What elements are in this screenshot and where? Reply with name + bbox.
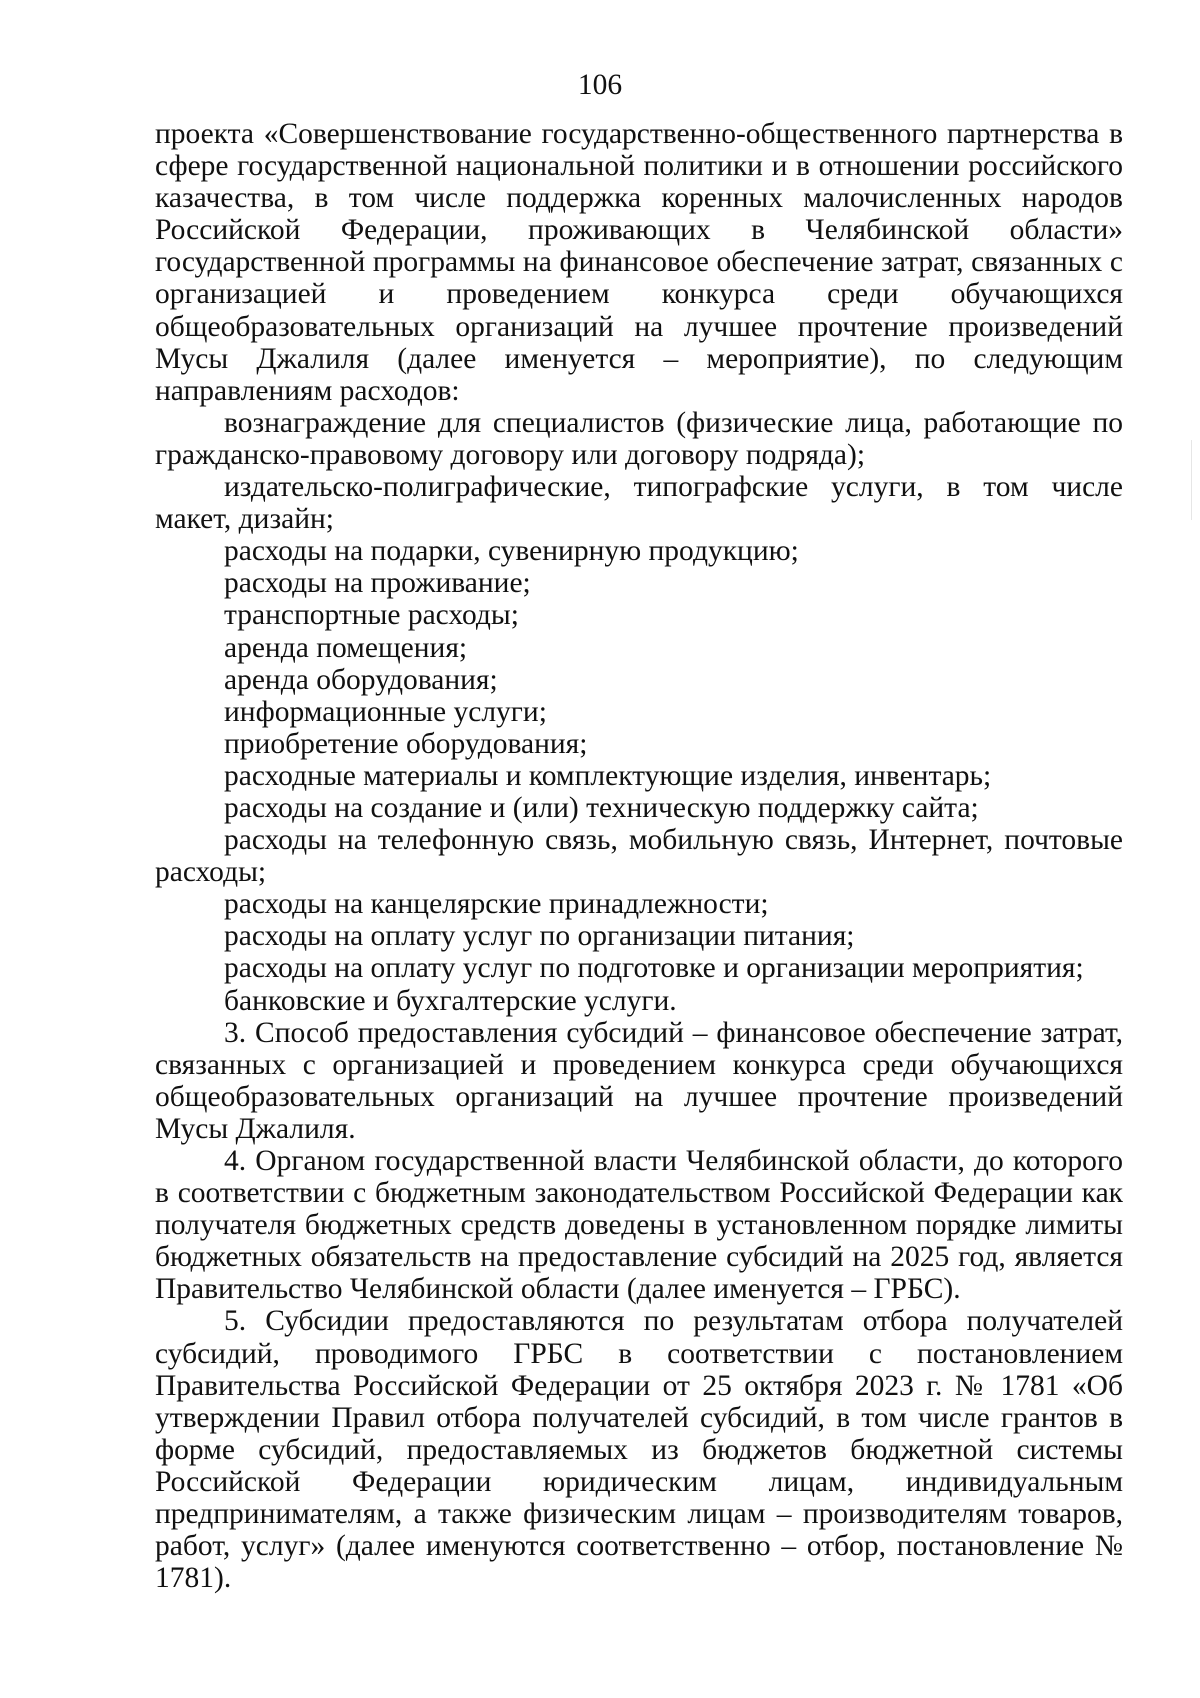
expense-item: вознаграждение для специалистов (физические лица, работающие по гражданско-правовому договору или договору подряда); — [155, 406, 1123, 471]
expense-item: расходы на телефонную связь, мобильную связь, Интернет, почтовые расходы; — [155, 824, 1123, 889]
expense-item: расходы на подарки, сувенирную продукцию; — [224, 535, 799, 568]
scan-edge-mark — [1191, 440, 1192, 520]
intro-paragraph: проекта «Совершенствование государственно-общественного партнерства в сфере государственной национальной политики и в отношении российского казачества, в том числе поддержка коренных малочисленных народов Российской Федерации, проживающих в Челябинской области» государственной программы на финансовое обеспечение затрат, связанных с организацией и проведением конкурса среди обучающихся общеобразовательных организаций на лучшее прочтение произведений Мусы Джалиля (далее именуется – мероприятие), по следующим направлениям расходов: — [155, 118, 1123, 407]
paragraph-5: 5. Субсидии предоставляются по результатам отбора получателей субсидий, проводимого ГРБС в соответствии с постановлением Правительства Российской Федерации от 25 октября 2023 г. № 1781 «Об утверждении Правил отбора получателей субсидий, в том числе грантов в форме субсидий, предоставляемых из бюджетов бюджетной системы Российской Федерации юридическим лицам, индивидуальным предпринимателям, а также физическим лицам – производителям товаров, работ, услуг» (далее именуются соответственно – отбор, постановление № 1781). — [155, 1305, 1123, 1595]
expense-item: издательско-полиграфические, типографские услуги, в том числе макет, дизайн; — [155, 471, 1123, 536]
paragraph-3: 3. Способ предоставления субсидий – финансовое обеспечение затрат, связанных с организацией и проведением конкурса среди обучающихся общеобразовательных организаций на лучшее прочтение произведений Мусы Джалиля. — [155, 1016, 1123, 1145]
expense-item: приобретение оборудования; — [224, 727, 588, 760]
expense-item: аренда оборудования; — [224, 663, 498, 696]
expense-list — [155, 407, 1123, 1017]
page-number: 106 — [577, 69, 623, 101]
expense-item: расходы на оплату услуг по организации питания; — [224, 920, 855, 953]
document-body — [155, 118, 1123, 1594]
expense-item: транспортные расходы; — [224, 599, 519, 632]
expense-item: расходы на создание и (или) техническую поддержку сайта; — [224, 791, 979, 824]
expense-item: банковские и бухгалтерские услуги. — [224, 984, 677, 1017]
expense-item: расходы на оплату услуг по подготовке и организации мероприятия; — [224, 952, 1084, 985]
expense-item: информационные услуги; — [224, 695, 547, 728]
expense-item: расходы на канцелярские принадлежности; — [224, 888, 769, 921]
expense-item: расходные материалы и комплектующие изделия, инвентарь; — [224, 759, 992, 792]
expense-item: расходы на проживание; — [224, 567, 531, 600]
expense-item: аренда помещения; — [224, 631, 468, 664]
paragraph-4: 4. Органом государственной власти Челябинской области, до которого в соответствии с бюджетным законодательством Российской Федерации как получателя бюджетных средств доведены в установленном порядке лимиты бюджетных обязательств на предоставление субсидий на 2025 год, является Правительство Челябинской области (далее именуется – ГРБС). — [155, 1145, 1123, 1306]
